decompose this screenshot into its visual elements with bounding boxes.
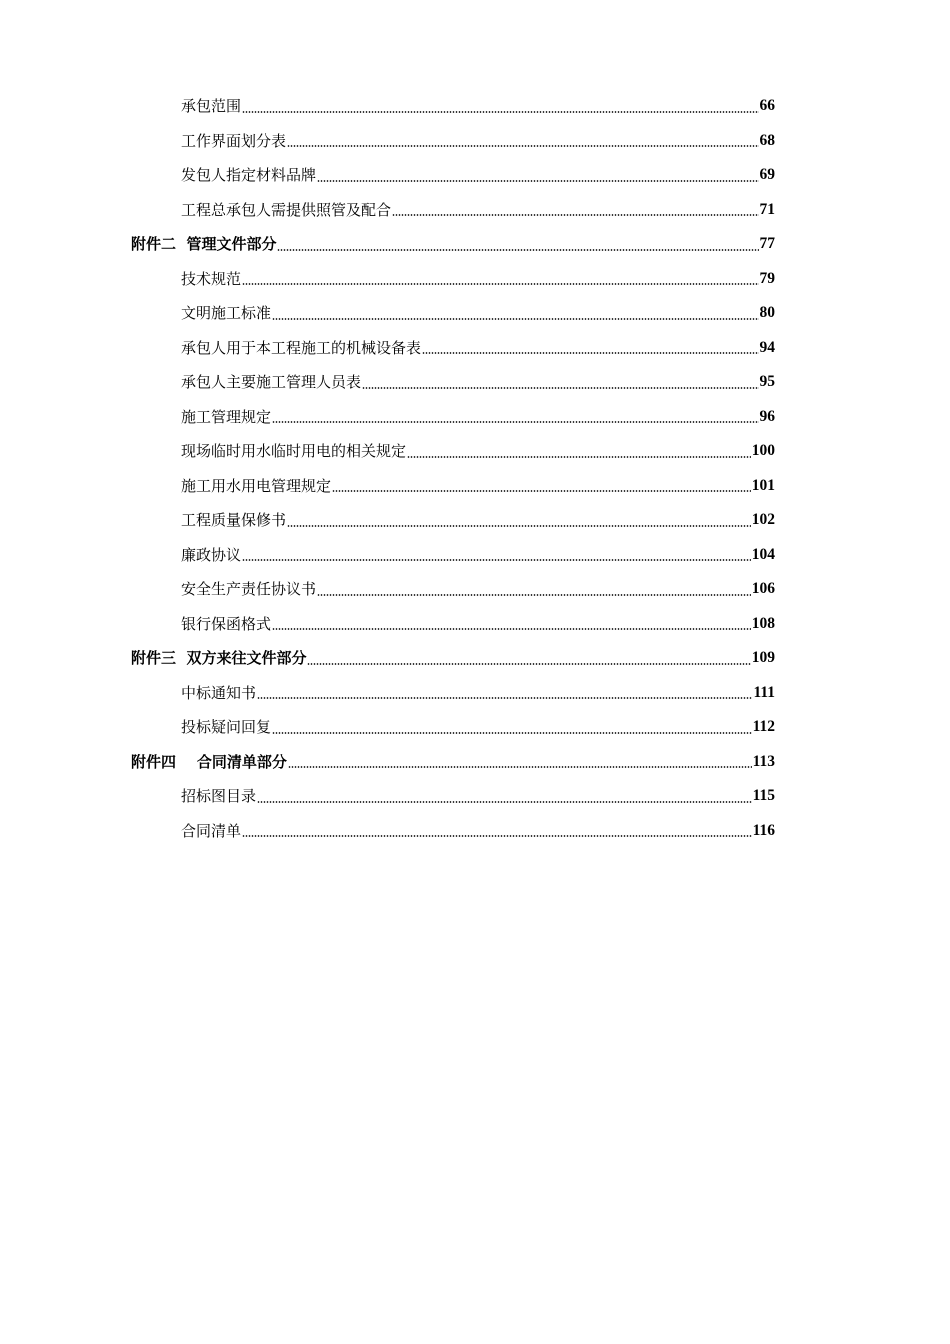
toc-entry[interactable] — [0, 814, 950, 849]
toc-entry-page-number: 77 — [759, 235, 775, 253]
toc-entry[interactable] — [0, 124, 950, 159]
dot-leader — [272, 318, 758, 320]
toc-entry-page-number: 104 — [751, 545, 775, 563]
toc-section-entry[interactable] — [0, 641, 950, 676]
toc-entry-page-number: 102 — [751, 511, 775, 529]
toc-entry-page-number: 100 — [751, 442, 775, 460]
toc-entry-page-number: 79 — [759, 269, 775, 287]
toc-entry-title: 投标疑问回复 — [181, 718, 272, 737]
dot-leader — [287, 525, 751, 527]
toc-entry-title: 技术规范 — [181, 269, 242, 288]
dot-leader — [242, 283, 758, 285]
toc-entry[interactable] — [0, 193, 950, 228]
toc-entry[interactable] — [0, 607, 950, 642]
toc-entry-page-number: 94 — [759, 338, 775, 356]
dot-leader — [272, 732, 752, 734]
toc-entry[interactable] — [0, 400, 950, 435]
toc-entry[interactable] — [0, 158, 950, 193]
toc-entry-page-number: 71 — [759, 200, 775, 218]
toc-entry-title: 廉政协议 — [181, 545, 242, 564]
toc-entry[interactable] — [0, 296, 950, 331]
toc-entry[interactable] — [0, 538, 950, 573]
toc-entry[interactable] — [0, 434, 950, 469]
dot-leader — [242, 835, 752, 837]
toc-entry-title: 施工管理规定 — [181, 407, 272, 426]
dot-leader — [257, 801, 752, 803]
dot-leader — [277, 249, 758, 251]
toc-entry[interactable] — [0, 262, 950, 297]
toc-entry[interactable] — [0, 365, 950, 400]
dot-leader — [257, 697, 752, 699]
toc-entry-title: 承包范围 — [181, 97, 242, 116]
toc-entry[interactable] — [0, 710, 950, 745]
dot-leader — [242, 111, 758, 113]
toc-entry-page-number: 113 — [752, 752, 775, 770]
toc-entry-title: 附件四 合同清单部分 — [131, 752, 287, 771]
dot-leader — [407, 456, 751, 458]
dot-leader — [362, 387, 758, 389]
toc-entry-title: 工作界面划分表 — [181, 131, 287, 150]
toc-entry-title: 附件二 管理文件部分 — [131, 235, 277, 254]
dot-leader — [287, 145, 758, 147]
toc-entry[interactable] — [0, 676, 950, 711]
toc-entry-title: 附件三 双方来往文件部分 — [131, 649, 307, 668]
toc-entry-title: 承包人主要施工管理人员表 — [181, 373, 362, 392]
toc-entry-title: 中标通知书 — [181, 683, 257, 702]
toc-entry-title: 合同清单 — [181, 821, 242, 840]
toc-entry[interactable] — [0, 503, 950, 538]
dot-leader — [332, 490, 751, 492]
toc-entry-page-number: 108 — [751, 614, 775, 632]
dot-leader — [272, 421, 758, 423]
toc-entry-page-number: 68 — [759, 131, 775, 149]
toc-entry-page-number: 112 — [752, 718, 775, 736]
toc-entry-title: 银行保函格式 — [181, 614, 272, 633]
dot-leader — [288, 766, 752, 768]
toc-section-entry[interactable] — [0, 227, 950, 262]
toc-entry-page-number: 111 — [753, 683, 775, 701]
dot-leader — [317, 180, 758, 182]
dot-leader — [272, 628, 751, 630]
toc-entry-title: 工程质量保修书 — [181, 511, 287, 530]
toc-entry[interactable] — [0, 779, 950, 814]
toc-entry[interactable] — [0, 572, 950, 607]
toc-entry-title: 承包人用于本工程施工的机械设备表 — [181, 338, 422, 357]
toc-entry-page-number: 116 — [752, 821, 775, 839]
toc-entry-title: 安全生产责任协议书 — [181, 580, 317, 599]
toc-entry-title: 工程总承包人需提供照管及配合 — [181, 200, 392, 219]
dot-leader — [317, 594, 751, 596]
dot-leader — [392, 214, 758, 216]
dot-leader — [307, 663, 750, 665]
toc-entry[interactable] — [0, 469, 950, 504]
toc-entry-page-number: 80 — [759, 304, 775, 322]
toc-entry[interactable] — [0, 331, 950, 366]
toc-entry-title: 施工用水用电管理规定 — [181, 476, 332, 495]
toc-section-entry[interactable] — [0, 745, 950, 780]
toc-entry-page-number: 109 — [751, 649, 775, 667]
toc-entry-page-number: 66 — [759, 97, 775, 115]
toc-entry-title: 发包人指定材料品牌 — [181, 166, 317, 185]
toc-entry-page-number: 96 — [759, 407, 775, 425]
dot-leader — [242, 559, 751, 561]
toc-entry-page-number: 115 — [752, 787, 775, 805]
toc-entry-title: 文明施工标准 — [181, 304, 272, 323]
toc-entry-page-number: 106 — [751, 580, 775, 598]
table-of-contents — [0, 89, 950, 848]
toc-entry-page-number: 69 — [759, 166, 775, 184]
toc-entry-page-number: 101 — [751, 476, 775, 494]
toc-entry-page-number: 95 — [759, 373, 775, 391]
toc-entry-title: 现场临时用水临时用电的相关规定 — [181, 442, 407, 461]
toc-entry-title: 招标图目录 — [181, 787, 257, 806]
toc-entry[interactable] — [0, 89, 950, 124]
dot-leader — [422, 352, 758, 354]
